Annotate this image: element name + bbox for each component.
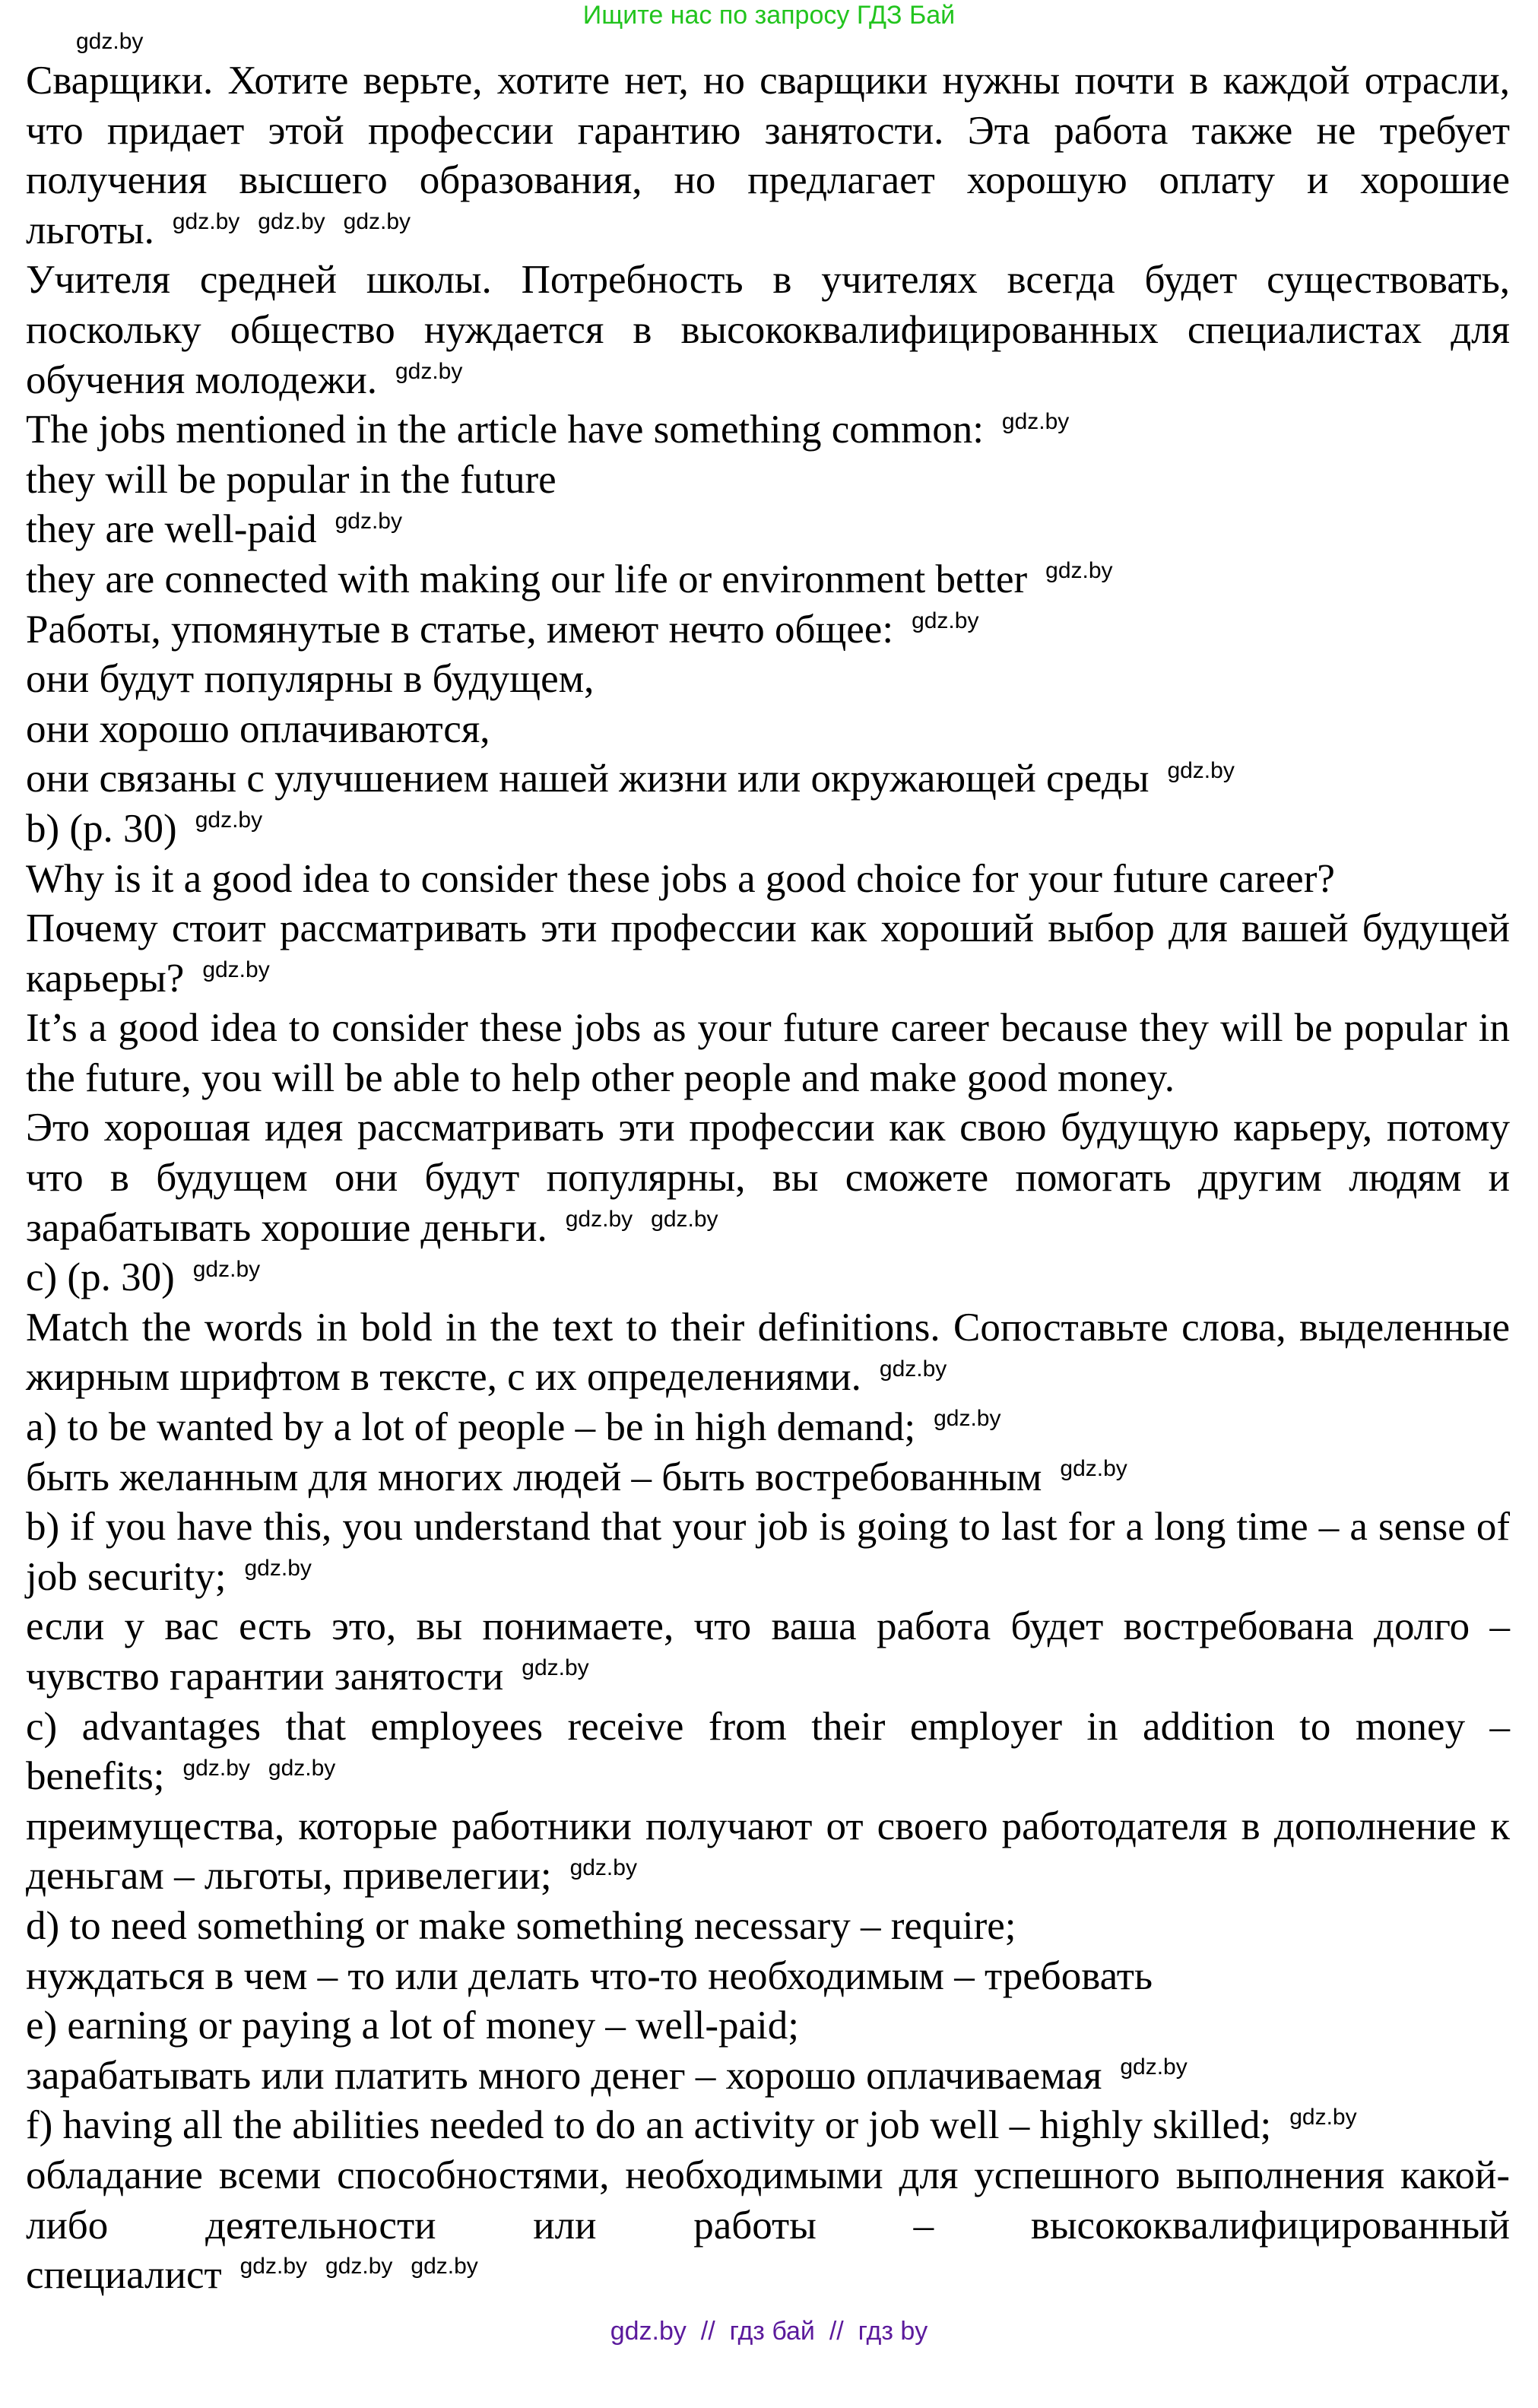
watermark: gdz.by	[1001, 408, 1070, 434]
watermark: gdz.by	[569, 1854, 637, 1880]
paragraph	[26, 904, 1510, 1004]
paragraph-text: Why is it a good idea to consider these jobs a good choice for your future career?	[26, 856, 1335, 901]
paragraph	[26, 1303, 1510, 1403]
paragraph-text: зарабатывать или платить много денег – хорошо оплачиваемая	[26, 2053, 1102, 2098]
paragraph-text: Это хорошая идея рассматривать эти профессии как свою будущую карьеру, потому что в будущем они будут популярны, вы сможете помогать другим людям и зарабатывать хорошие деньги.	[26, 1106, 1510, 1250]
paragraph-text: The jobs mentioned in the article have something common:	[26, 408, 984, 452]
paragraph-text: f) having all the abilities needed to do an activity or job well – highly skilled;	[26, 2103, 1272, 2148]
paragraph	[26, 555, 1510, 605]
watermark: gdz.by	[395, 358, 463, 384]
paragraph	[26, 56, 1510, 255]
paragraph-text: a) to be wanted by a lot of people – be in high demand;	[26, 1405, 916, 1450]
watermark: gdz.by	[1045, 558, 1113, 584]
watermark: gdz.by	[1120, 2054, 1188, 2080]
paragraph	[26, 2151, 1510, 2301]
watermark: gdz.by	[411, 2254, 478, 2280]
watermark: gdz.by	[258, 209, 325, 235]
section-heading	[26, 1253, 1510, 1303]
paragraph	[26, 255, 1510, 405]
paragraph-text: обладание всеми способностями, необходимыми для успешного выполнения какой-либо деятельности или работы – высококвалифицированный специалист	[26, 2153, 1510, 2298]
paragraph	[26, 655, 1510, 705]
watermark: gdz.by	[76, 29, 144, 54]
paragraph-text: если у вас есть это, вы понимаете, что ваша работа будет востребована долго – чувство гарантии занятости	[26, 1604, 1510, 1699]
watermark: gdz.by	[335, 508, 402, 534]
paragraph-text: Почему стоит рассматривать эти профессии как хороший выбор для вашей будущей карьеры?	[26, 906, 1510, 1001]
paragraph	[26, 1802, 1510, 1902]
watermark: gdz.by	[934, 1406, 1001, 1432]
paragraph	[26, 705, 1510, 755]
watermark: gdz.by	[522, 1655, 589, 1681]
watermark: gdz.by	[1060, 1455, 1127, 1481]
paragraph	[26, 2101, 1510, 2151]
watermark: gdz.by	[192, 1256, 261, 1282]
watermark: gdz.by	[1289, 2104, 1357, 2130]
footer-links: gdz.by // гдз бай // гдз by	[610, 2316, 928, 2346]
section-heading	[26, 804, 1510, 855]
watermark: gdz.by	[651, 1207, 718, 1232]
watermark: gdz.by	[325, 2254, 393, 2280]
paragraph	[26, 1004, 1510, 1103]
document-body	[26, 56, 1510, 2301]
watermark: gdz.by	[343, 209, 411, 235]
paragraph-text: преимущества, которые работники получают от своего работодателя в дополнение к деньгам – льготы, привелегии;	[26, 1804, 1510, 1899]
paragraph	[26, 1602, 1510, 1702]
search-banner: Ищите нас по запросу ГДЗ Бай	[582, 1, 956, 30]
watermark: gdz.by	[244, 1556, 312, 1582]
paragraph	[26, 1103, 1510, 1253]
watermark: gdz.by	[879, 1356, 947, 1382]
paragraph-text: they will be popular in the future	[26, 457, 557, 502]
paragraph	[26, 1902, 1510, 1952]
paragraph-text: they are well-paid	[26, 507, 317, 552]
paragraph	[26, 605, 1510, 655]
watermark: gdz.by	[239, 2254, 308, 2280]
paragraph-text: they are connected with making our life or environment better	[26, 557, 1028, 601]
paragraph-text: Работы, упомянутые в статье, имеют нечто общее:	[26, 607, 894, 652]
paragraph	[26, 505, 1510, 555]
paragraph-text: b) if you have this, you understand that your job is going to last for a long time – a sense of job security;	[26, 1505, 1510, 1599]
watermark: gdz.by	[195, 807, 263, 833]
paragraph	[26, 1403, 1510, 1453]
paragraph	[26, 855, 1510, 905]
paragraph-text: нуждаться в чем – то или делать что-то необходимым – требовать	[26, 1953, 1153, 1998]
paragraph-text: d) to need something or make something necessary – require;	[26, 1903, 1016, 1948]
paragraph-text: e) earning or paying a lot of money – well-paid;	[26, 2003, 799, 2048]
watermark: gdz.by	[172, 209, 240, 235]
paragraph	[26, 2051, 1510, 2102]
paragraph-text: Match the words in bold in the text to their definitions. Сопоставьте слова, выделенные жирным шрифтом в тексте, с их определениями.	[26, 1305, 1510, 1400]
paragraph-text: они хорошо оплачиваются,	[26, 706, 490, 751]
watermark: gdz.by	[268, 1755, 336, 1781]
paragraph-text: Сварщики. Хотите верьте, хотите нет, но сварщики нужны почти в каждой отрасли, что придает этой профессии гарантию занятости. Эта работа также не требует получения высшего образования, но предлагает хорошую оплату и хорошие льготы.	[26, 59, 1510, 252]
paragraph	[26, 754, 1510, 804]
paragraph-text: It’s a good idea to consider these jobs as your future career because they will be popular in the future, you will be able to help other people and make good money.	[26, 1006, 1510, 1100]
paragraph	[26, 1952, 1510, 2002]
paragraph-text: Учителя средней школы. Потребность в учителях всегда будет существовать, поскольку общество нуждается в высококвалифицированных специалистах для обучения молодежи.	[26, 258, 1510, 402]
paragraph-text: они будут популярны в будущем,	[26, 657, 595, 702]
watermark: gdz.by	[1167, 757, 1235, 783]
paragraph	[26, 455, 1510, 506]
watermark: gdz.by	[912, 608, 979, 633]
watermark: gdz.by	[182, 1755, 250, 1781]
paragraph	[26, 2001, 1510, 2051]
section-heading-text: c) (p. 30)	[26, 1255, 175, 1300]
paragraph	[26, 405, 1510, 455]
paragraph	[26, 1702, 1510, 1802]
paragraph-text: быть желанным для многих людей – быть востребованным	[26, 1455, 1042, 1499]
paragraph	[26, 1502, 1510, 1602]
watermark: gdz.by	[565, 1207, 633, 1232]
section-heading-text: b) (p. 30)	[26, 806, 177, 851]
paragraph-text: они связаны с улучшением нашей жизни или окружающей среды	[26, 757, 1150, 801]
watermark: gdz.by	[202, 957, 270, 983]
paragraph-text: c) advantages that employees receive from their employer in addition to money – benefits;	[26, 1704, 1510, 1799]
paragraph	[26, 1453, 1510, 1503]
